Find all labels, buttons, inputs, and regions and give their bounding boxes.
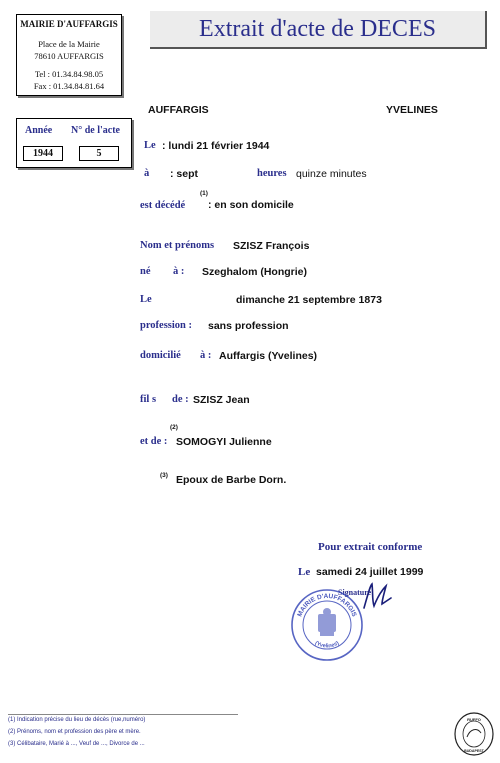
domicilie-a: à :: [200, 350, 212, 361]
signature-label: Signature: [338, 588, 372, 597]
commune: AUFFARGIS: [148, 104, 209, 116]
footnote-rule: [8, 714, 238, 715]
stamp-emblem: [318, 608, 336, 636]
ne-value: Szeghalom (Hongrie): [202, 266, 308, 278]
mairie-stamp: [290, 588, 364, 662]
a-label: à: [144, 168, 150, 179]
annee-value: 1944: [23, 146, 63, 161]
etde-label: et de :: [140, 436, 168, 447]
conforme-le-label: Le: [298, 566, 311, 578]
mairie-box: [16, 14, 122, 96]
heures-value: quinze minutes: [296, 168, 367, 180]
annee-label: Année: [25, 125, 53, 136]
departement: YVELINES: [386, 104, 438, 116]
nom-label: Nom et prénoms: [140, 240, 215, 251]
signature-mark: [360, 580, 394, 614]
fils-de: de :: [172, 394, 189, 405]
stamp-bottom-text: (Yvelines): [313, 640, 341, 650]
ne-label: né: [140, 266, 151, 277]
decede-label: est décédé: [140, 200, 186, 211]
nom-value: SZISZ François: [233, 240, 310, 252]
le2-label: Le: [140, 294, 152, 305]
printer-stamp: [453, 711, 495, 757]
footnote-3: (3) Célibataire, Marié à ..., Veuf de ..., Divorce de ...: [8, 741, 145, 747]
svg-text:(Yvelines): [314, 640, 341, 649]
profession-value: sans profession: [208, 320, 289, 332]
le2-value: dimanche 21 septembre 1873: [236, 294, 382, 306]
domicilie-value: Auffargis (Yvelines): [219, 350, 318, 362]
mention-footnote-mark: (3): [160, 472, 168, 479]
mairie-city: 78610 AUFFARGIS: [34, 51, 104, 61]
conforme-date: samedi 24 juillet 1999: [316, 566, 424, 578]
etde-footnote-mark: (2): [170, 424, 178, 431]
mairie-address: Place de la Mairie: [38, 39, 100, 49]
fils-value: SZISZ Jean: [193, 394, 250, 406]
heures-label: heures: [257, 168, 287, 179]
mairie-tel: Tel : 01.34.84.98.05: [34, 69, 104, 79]
etde-value: SOMOGYI Julienne: [176, 436, 272, 448]
decede-value: : en son domicile: [208, 199, 294, 211]
le-value: : lundi 21 février 1944: [162, 140, 270, 152]
decede-footnote-mark: (1): [200, 190, 208, 197]
document-title: Extrait d'acte de DECES: [199, 16, 436, 42]
a-value: : sept: [170, 168, 199, 180]
title-box: [150, 11, 487, 49]
footnote-2: (2) Prénoms, nom et profession des père et mère.: [8, 729, 141, 735]
domicilie-label: domicilié: [140, 350, 181, 361]
numero-value: 5: [79, 146, 119, 161]
fils-label: fil s: [140, 394, 157, 405]
footnote-1: (1) Indication précise du lieu de décès (rue,numéro): [8, 717, 146, 723]
mention-value: Epoux de Barbe Dorn.: [176, 474, 287, 486]
mairie-fax: Fax : 01.34.84.81.64: [33, 81, 105, 91]
profession-label: profession :: [140, 320, 193, 331]
mairie-name: MAIRIE D'AUFFARGIS: [20, 19, 118, 29]
svg-text:BUDAPEST: BUDAPEST: [464, 749, 484, 753]
ne-a: à :: [173, 266, 185, 277]
svg-text:RUFFO: RUFFO: [467, 717, 481, 722]
pour-extrait-conforme: Pour extrait conforme: [318, 541, 423, 553]
numero-label: N° de l'acte: [71, 125, 120, 136]
stamp-top-text: MAIRIE D'AUFFARGIS: [296, 592, 358, 618]
acte-box: [16, 118, 132, 168]
le-label: Le: [144, 140, 156, 151]
